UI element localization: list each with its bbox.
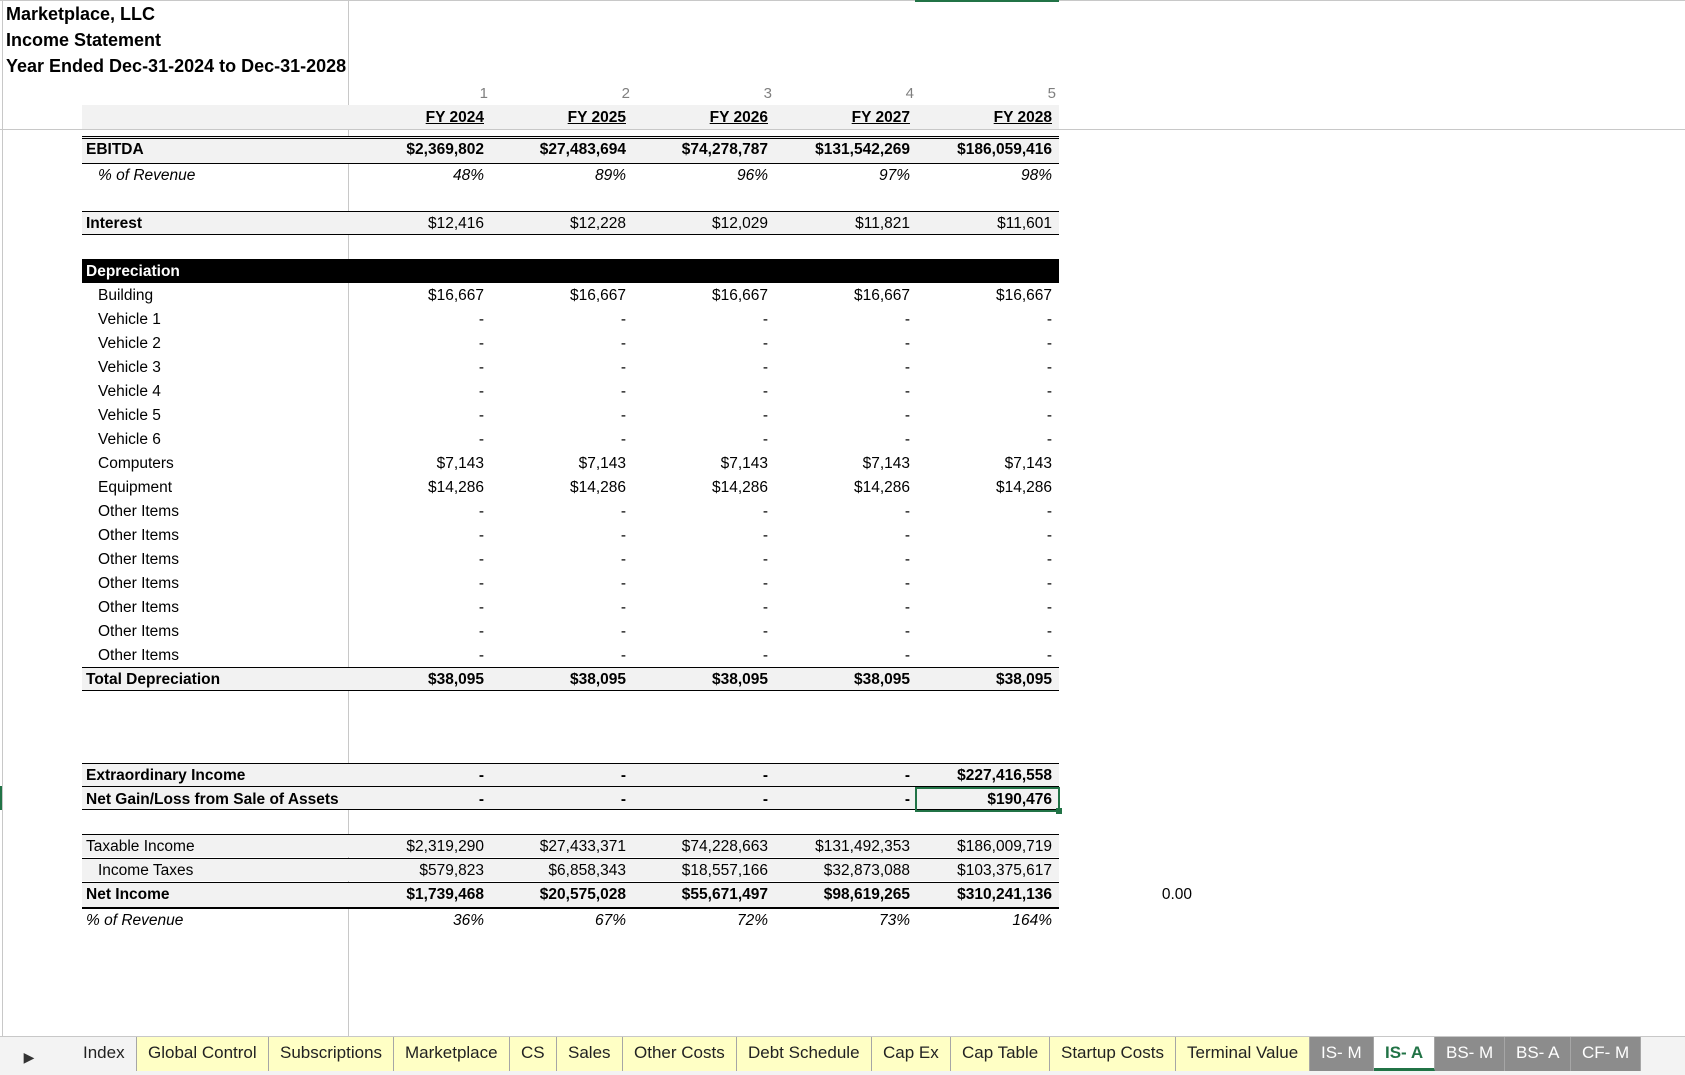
ebitda-row-value[interactable]: $186,059,416 bbox=[957, 141, 1052, 158]
depreciation-item-row-value[interactable]: - bbox=[762, 623, 768, 640]
depreciation-item-row-value[interactable]: - bbox=[762, 311, 768, 328]
column-year-header: FY 2027 bbox=[851, 109, 910, 126]
fill-handle[interactable] bbox=[1056, 808, 1062, 814]
depreciation-item-row-value[interactable]: - bbox=[1046, 551, 1052, 568]
ebitda-pct-row-label: % of Revenue bbox=[98, 167, 196, 184]
depreciation-item-row-value[interactable]: $16,667 bbox=[853, 287, 910, 304]
depreciation-item-row-value[interactable]: - bbox=[762, 431, 768, 448]
depreciation-item-row-label: Computers bbox=[98, 455, 174, 472]
tab-scroll-right-icon[interactable]: ▶ bbox=[23, 1049, 35, 1065]
sheet-tab[interactable]: IS- A bbox=[1374, 1037, 1435, 1071]
depreciation-item-row-value[interactable]: - bbox=[904, 503, 910, 520]
sheet-top-edge bbox=[0, 0, 1685, 1]
sheet-tab[interactable]: Marketplace bbox=[394, 1037, 510, 1071]
depreciation-item-row-value[interactable]: - bbox=[620, 647, 626, 664]
depreciation-item-row-value[interactable]: $16,667 bbox=[427, 287, 484, 304]
depreciation-item-row-value[interactable]: - bbox=[762, 575, 768, 592]
depreciation-item-row-value[interactable]: $7,143 bbox=[578, 455, 626, 472]
depreciation-item-row-value[interactable]: $14,286 bbox=[711, 479, 768, 496]
sheet-tab[interactable]: Index bbox=[72, 1037, 137, 1071]
active-row-indicator bbox=[0, 786, 2, 810]
selected-cell[interactable] bbox=[915, 787, 1060, 812]
depreciation-item-row-value[interactable]: - bbox=[762, 359, 768, 376]
interest-row-value[interactable]: $11,601 bbox=[997, 215, 1052, 232]
depreciation-item-row-value[interactable]: - bbox=[1046, 383, 1052, 400]
net-income-row-value[interactable]: $1,739,468 bbox=[406, 886, 484, 903]
ebitda-row-value[interactable]: $27,483,694 bbox=[539, 141, 626, 158]
depreciation-item-row-label: Vehicle 1 bbox=[98, 311, 161, 328]
depreciation-item-row-value[interactable]: - bbox=[762, 551, 768, 568]
interest-row-label: Interest bbox=[86, 215, 142, 232]
depreciation-item-row-value[interactable]: - bbox=[1046, 407, 1052, 424]
sheet-tab[interactable]: Debt Schedule bbox=[737, 1037, 872, 1071]
depreciation-item-row-value[interactable]: - bbox=[620, 335, 626, 352]
taxable-income-row-value[interactable]: $27,433,371 bbox=[539, 838, 626, 855]
depreciation-item-row-value[interactable]: - bbox=[1046, 311, 1052, 328]
ebitda-row-value[interactable]: $2,369,802 bbox=[406, 141, 484, 158]
column-year-header: FY 2028 bbox=[993, 109, 1052, 126]
income-taxes-row-value[interactable]: $18,557,166 bbox=[681, 862, 768, 879]
column-year-header: FY 2026 bbox=[709, 109, 768, 126]
interest-row-value[interactable]: $11,821 bbox=[855, 215, 910, 232]
sheet-tab[interactable]: Sales bbox=[557, 1037, 623, 1071]
interest-row-value[interactable]: $12,228 bbox=[569, 215, 626, 232]
depreciation-item-row-value[interactable]: - bbox=[1046, 431, 1052, 448]
net-income-pct-row-value[interactable]: 72% bbox=[736, 912, 768, 929]
ebitda-pct-row-value[interactable]: 96% bbox=[736, 167, 768, 184]
depreciation-item-row-value[interactable]: $16,667 bbox=[995, 287, 1052, 304]
company-name: Marketplace, LLC bbox=[6, 4, 156, 24]
depreciation-item-row-value[interactable]: - bbox=[762, 335, 768, 352]
depreciation-item-row-value[interactable]: - bbox=[478, 311, 484, 328]
column-year-header: FY 2024 bbox=[425, 109, 484, 126]
gain-loss-row-label: Net Gain/Loss from Sale of Assets bbox=[86, 791, 339, 808]
depreciation-item-row-value[interactable]: - bbox=[762, 647, 768, 664]
sheet-tab[interactable]: Global Control bbox=[137, 1037, 269, 1071]
depreciation-item-row-value[interactable]: - bbox=[478, 575, 484, 592]
sheet-tab[interactable]: Cap Ex bbox=[872, 1037, 951, 1071]
depreciation-header: Depreciation bbox=[86, 263, 180, 280]
ebitda-row-label: EBITDA bbox=[86, 141, 144, 158]
depreciation-item-row-value[interactable]: - bbox=[1046, 359, 1052, 376]
sheet-tab-bar bbox=[0, 1036, 1685, 1075]
depreciation-item-row-value[interactable]: - bbox=[620, 527, 626, 544]
depreciation-item-row-value[interactable]: - bbox=[1046, 575, 1052, 592]
column-year-header: FY 2025 bbox=[567, 109, 626, 126]
interest-row-value[interactable]: $12,029 bbox=[711, 215, 768, 232]
depreciation-item-row-value[interactable]: - bbox=[620, 599, 626, 616]
extraordinary-row-value[interactable]: - bbox=[478, 767, 484, 784]
depreciation-item-row-label: Equipment bbox=[98, 479, 173, 496]
depreciation-item-row-value[interactable]: $16,667 bbox=[569, 287, 626, 304]
depreciation-item-row-value[interactable]: $16,667 bbox=[711, 287, 768, 304]
sheet-tab[interactable]: Terminal Value bbox=[1176, 1037, 1310, 1071]
column-number: 4 bbox=[905, 85, 914, 102]
taxable-income-row-value[interactable]: $131,492,353 bbox=[815, 838, 910, 855]
depreciation-item-row-value[interactable]: $14,286 bbox=[853, 479, 910, 496]
depreciation-item-row-value[interactable]: $14,286 bbox=[995, 479, 1052, 496]
sheet-tab[interactable]: IS- M bbox=[1310, 1037, 1374, 1071]
depreciation-item-row-value[interactable]: - bbox=[904, 599, 910, 616]
sheet-tab[interactable]: Cap Table bbox=[951, 1037, 1050, 1071]
total-depreciation-row-value[interactable]: $38,095 bbox=[995, 671, 1052, 688]
gain-loss-row-value[interactable]: - bbox=[904, 791, 910, 808]
depreciation-item-row-label: Other Items bbox=[98, 647, 179, 664]
sheet-tab[interactable]: Other Costs bbox=[623, 1037, 737, 1071]
depreciation-item-row-value[interactable]: - bbox=[1046, 647, 1052, 664]
sheet-tab[interactable]: BS- M bbox=[1435, 1037, 1505, 1071]
income-taxes-row-value[interactable]: $579,823 bbox=[419, 862, 484, 879]
taxable-income-row-label: Taxable Income bbox=[86, 838, 195, 855]
depreciation-item-row-value[interactable]: - bbox=[904, 551, 910, 568]
statement-period: Year Ended Dec-31-2024 to Dec-31-2028 bbox=[6, 56, 347, 76]
ebitda-row-value[interactable]: $131,542,269 bbox=[815, 141, 910, 158]
column-number: 3 bbox=[763, 85, 772, 102]
depreciation-item-row-label: Vehicle 3 bbox=[98, 359, 161, 376]
depreciation-item-row-value[interactable]: - bbox=[1046, 335, 1052, 352]
depreciation-item-row-value[interactable]: - bbox=[904, 407, 910, 424]
depreciation-item-row-value[interactable]: $14,286 bbox=[569, 479, 626, 496]
depreciation-item-row-value[interactable]: - bbox=[620, 575, 626, 592]
extraordinary-row-value[interactable]: $227,416,558 bbox=[957, 767, 1052, 784]
depreciation-item-row-value[interactable]: - bbox=[478, 647, 484, 664]
depreciation-item-row-value[interactable]: - bbox=[762, 383, 768, 400]
depreciation-item-row-value[interactable]: - bbox=[904, 623, 910, 640]
income-taxes-row-label: Income Taxes bbox=[98, 862, 194, 879]
sheet-tab[interactable]: BS- A bbox=[1505, 1037, 1571, 1071]
depreciation-item-row-value[interactable]: - bbox=[1046, 503, 1052, 520]
net-income-pct-row-value[interactable]: 67% bbox=[594, 912, 626, 929]
taxable-income-row-value[interactable]: $2,319,290 bbox=[406, 838, 484, 855]
depreciation-item-row-value[interactable]: - bbox=[1046, 527, 1052, 544]
depreciation-item-row-value[interactable]: - bbox=[620, 359, 626, 376]
income-taxes-row-value[interactable]: $6,858,343 bbox=[548, 862, 626, 879]
sheet-tab[interactable]: CF- M bbox=[1571, 1037, 1641, 1071]
depreciation-item-row-label: Other Items bbox=[98, 599, 179, 616]
extraordinary-row-value[interactable]: - bbox=[762, 767, 768, 784]
extraordinary-row-value[interactable]: - bbox=[620, 767, 626, 784]
depreciation-item-row-value[interactable]: - bbox=[904, 359, 910, 376]
active-column-indicator bbox=[915, 0, 1059, 2]
sheet-tab[interactable]: Startup Costs bbox=[1050, 1037, 1176, 1071]
depreciation-item-row-label: Vehicle 5 bbox=[98, 407, 161, 424]
total-depreciation-row-value[interactable]: $38,095 bbox=[711, 671, 768, 688]
ebitda-pct-row-value[interactable]: 89% bbox=[594, 167, 626, 184]
depreciation-item-row-value[interactable]: - bbox=[478, 335, 484, 352]
depreciation-item-row-value[interactable]: $7,143 bbox=[1004, 455, 1052, 472]
ebitda-pct-row-value[interactable]: 98% bbox=[1020, 167, 1052, 184]
gain-loss-row-value[interactable]: - bbox=[620, 791, 626, 808]
ebitda-pct-row-value[interactable]: 97% bbox=[878, 167, 910, 184]
depreciation-item-row-value[interactable]: - bbox=[478, 527, 484, 544]
statement-title: Income Statement bbox=[6, 30, 162, 50]
depreciation-item-row-label: Other Items bbox=[98, 503, 179, 520]
sheet-left-edge bbox=[2, 0, 3, 1036]
depreciation-item-row-value[interactable]: - bbox=[904, 527, 910, 544]
total-depreciation-row-value[interactable]: $38,095 bbox=[569, 671, 626, 688]
depreciation-item-row-label: Building bbox=[98, 287, 154, 304]
net-income-pct-row-value[interactable]: 73% bbox=[878, 912, 910, 929]
income-taxes-row-value[interactable]: $103,375,617 bbox=[957, 862, 1052, 879]
depreciation-item-row-value[interactable]: - bbox=[904, 383, 910, 400]
income-taxes-row-value[interactable]: $32,873,088 bbox=[823, 862, 910, 879]
depreciation-item-row-value[interactable]: - bbox=[478, 431, 484, 448]
depreciation-item-row-value[interactable]: - bbox=[762, 503, 768, 520]
gain-loss-row-value[interactable]: $190,476 bbox=[987, 791, 1052, 808]
depreciation-item-row-value[interactable]: - bbox=[620, 431, 626, 448]
depreciation-item-row-label: Other Items bbox=[98, 575, 179, 592]
total-depreciation-row-label: Total Depreciation bbox=[86, 671, 221, 688]
column-number: 5 bbox=[1047, 85, 1056, 102]
net-income-row-value[interactable]: $98,619,265 bbox=[823, 886, 910, 903]
depreciation-item-row-value[interactable]: - bbox=[478, 503, 484, 520]
depreciation-item-row-value[interactable]: $14,286 bbox=[427, 479, 484, 496]
depreciation-item-row-value[interactable]: - bbox=[478, 383, 484, 400]
depreciation-item-row-value[interactable]: $7,143 bbox=[862, 455, 910, 472]
net-income-pct-row-value[interactable]: 164% bbox=[1012, 912, 1052, 929]
depreciation-item-row-label: Other Items bbox=[98, 527, 179, 544]
depreciation-item-row-value[interactable]: - bbox=[478, 359, 484, 376]
depreciation-item-row-value[interactable]: - bbox=[620, 311, 626, 328]
depreciation-item-row-value[interactable]: - bbox=[762, 527, 768, 544]
column-number: 2 bbox=[621, 85, 630, 102]
gain-loss-row-value[interactable]: - bbox=[762, 791, 768, 808]
column-number: 1 bbox=[479, 85, 488, 102]
depreciation-item-row-value[interactable]: - bbox=[478, 599, 484, 616]
depreciation-item-row-value[interactable]: - bbox=[762, 599, 768, 616]
sheet-tab[interactable]: Subscriptions bbox=[269, 1037, 394, 1071]
depreciation-item-row-value[interactable]: - bbox=[620, 623, 626, 640]
depreciation-item-row-label: Other Items bbox=[98, 623, 179, 640]
depreciation-item-row-value[interactable]: $7,143 bbox=[436, 455, 484, 472]
sheet-tab[interactable]: CS bbox=[510, 1037, 557, 1071]
depreciation-item-row-value[interactable]: - bbox=[762, 407, 768, 424]
net-income-row-value[interactable]: $55,671,497 bbox=[681, 886, 768, 903]
taxable-income-row-value[interactable]: $186,009,719 bbox=[957, 838, 1052, 855]
depreciation-item-row-value[interactable]: - bbox=[620, 383, 626, 400]
taxable-income-row-value[interactable]: $74,228,663 bbox=[681, 838, 768, 855]
extraordinary-row-value[interactable]: - bbox=[904, 767, 910, 784]
total-depreciation-row-value[interactable]: $38,095 bbox=[427, 671, 484, 688]
net-income-check-value: 0.00 bbox=[1161, 886, 1192, 903]
depreciation-item-row-value[interactable]: - bbox=[904, 431, 910, 448]
depreciation-item-row-value[interactable]: - bbox=[620, 503, 626, 520]
depreciation-item-row-value[interactable]: - bbox=[478, 623, 484, 640]
depreciation-item-row-value[interactable]: - bbox=[1046, 599, 1052, 616]
total-depreciation-row-value[interactable]: $38,095 bbox=[853, 671, 910, 688]
depreciation-item-row-label: Vehicle 2 bbox=[98, 335, 161, 352]
depreciation-item-row-value[interactable]: - bbox=[904, 575, 910, 592]
ebitda-pct-row-value[interactable]: 48% bbox=[452, 167, 484, 184]
net-income-row-label: Net Income bbox=[86, 886, 170, 903]
depreciation-item-row-label: Vehicle 4 bbox=[98, 383, 161, 400]
depreciation-item-row-value[interactable]: - bbox=[620, 551, 626, 568]
depreciation-item-row-value[interactable]: - bbox=[1046, 623, 1052, 640]
interest-row-value[interactable]: $12,416 bbox=[427, 215, 484, 232]
depreciation-item-row-value[interactable]: - bbox=[478, 407, 484, 424]
depreciation-item-row-value[interactable]: - bbox=[620, 407, 626, 424]
net-income-pct-row-label: % of Revenue bbox=[86, 912, 184, 929]
net-income-row-value[interactable]: $20,575,028 bbox=[539, 886, 626, 903]
depreciation-item-row-label: Other Items bbox=[98, 551, 179, 568]
depreciation-item-row-value[interactable]: - bbox=[904, 335, 910, 352]
depreciation-item-row-value[interactable]: - bbox=[478, 551, 484, 568]
depreciation-item-row-value[interactable]: $7,143 bbox=[720, 455, 768, 472]
depreciation-item-row-value[interactable]: - bbox=[904, 647, 910, 664]
net-income-pct-row-value[interactable]: 36% bbox=[452, 912, 484, 929]
depreciation-item-row-value[interactable]: - bbox=[904, 311, 910, 328]
net-income-row-value[interactable]: $310,241,136 bbox=[957, 886, 1052, 903]
extraordinary-row-label: Extraordinary Income bbox=[86, 767, 246, 784]
ebitda-row-value[interactable]: $74,278,787 bbox=[681, 141, 768, 158]
gain-loss-row-value[interactable]: - bbox=[478, 791, 484, 808]
depreciation-item-row-label: Vehicle 6 bbox=[98, 431, 161, 448]
